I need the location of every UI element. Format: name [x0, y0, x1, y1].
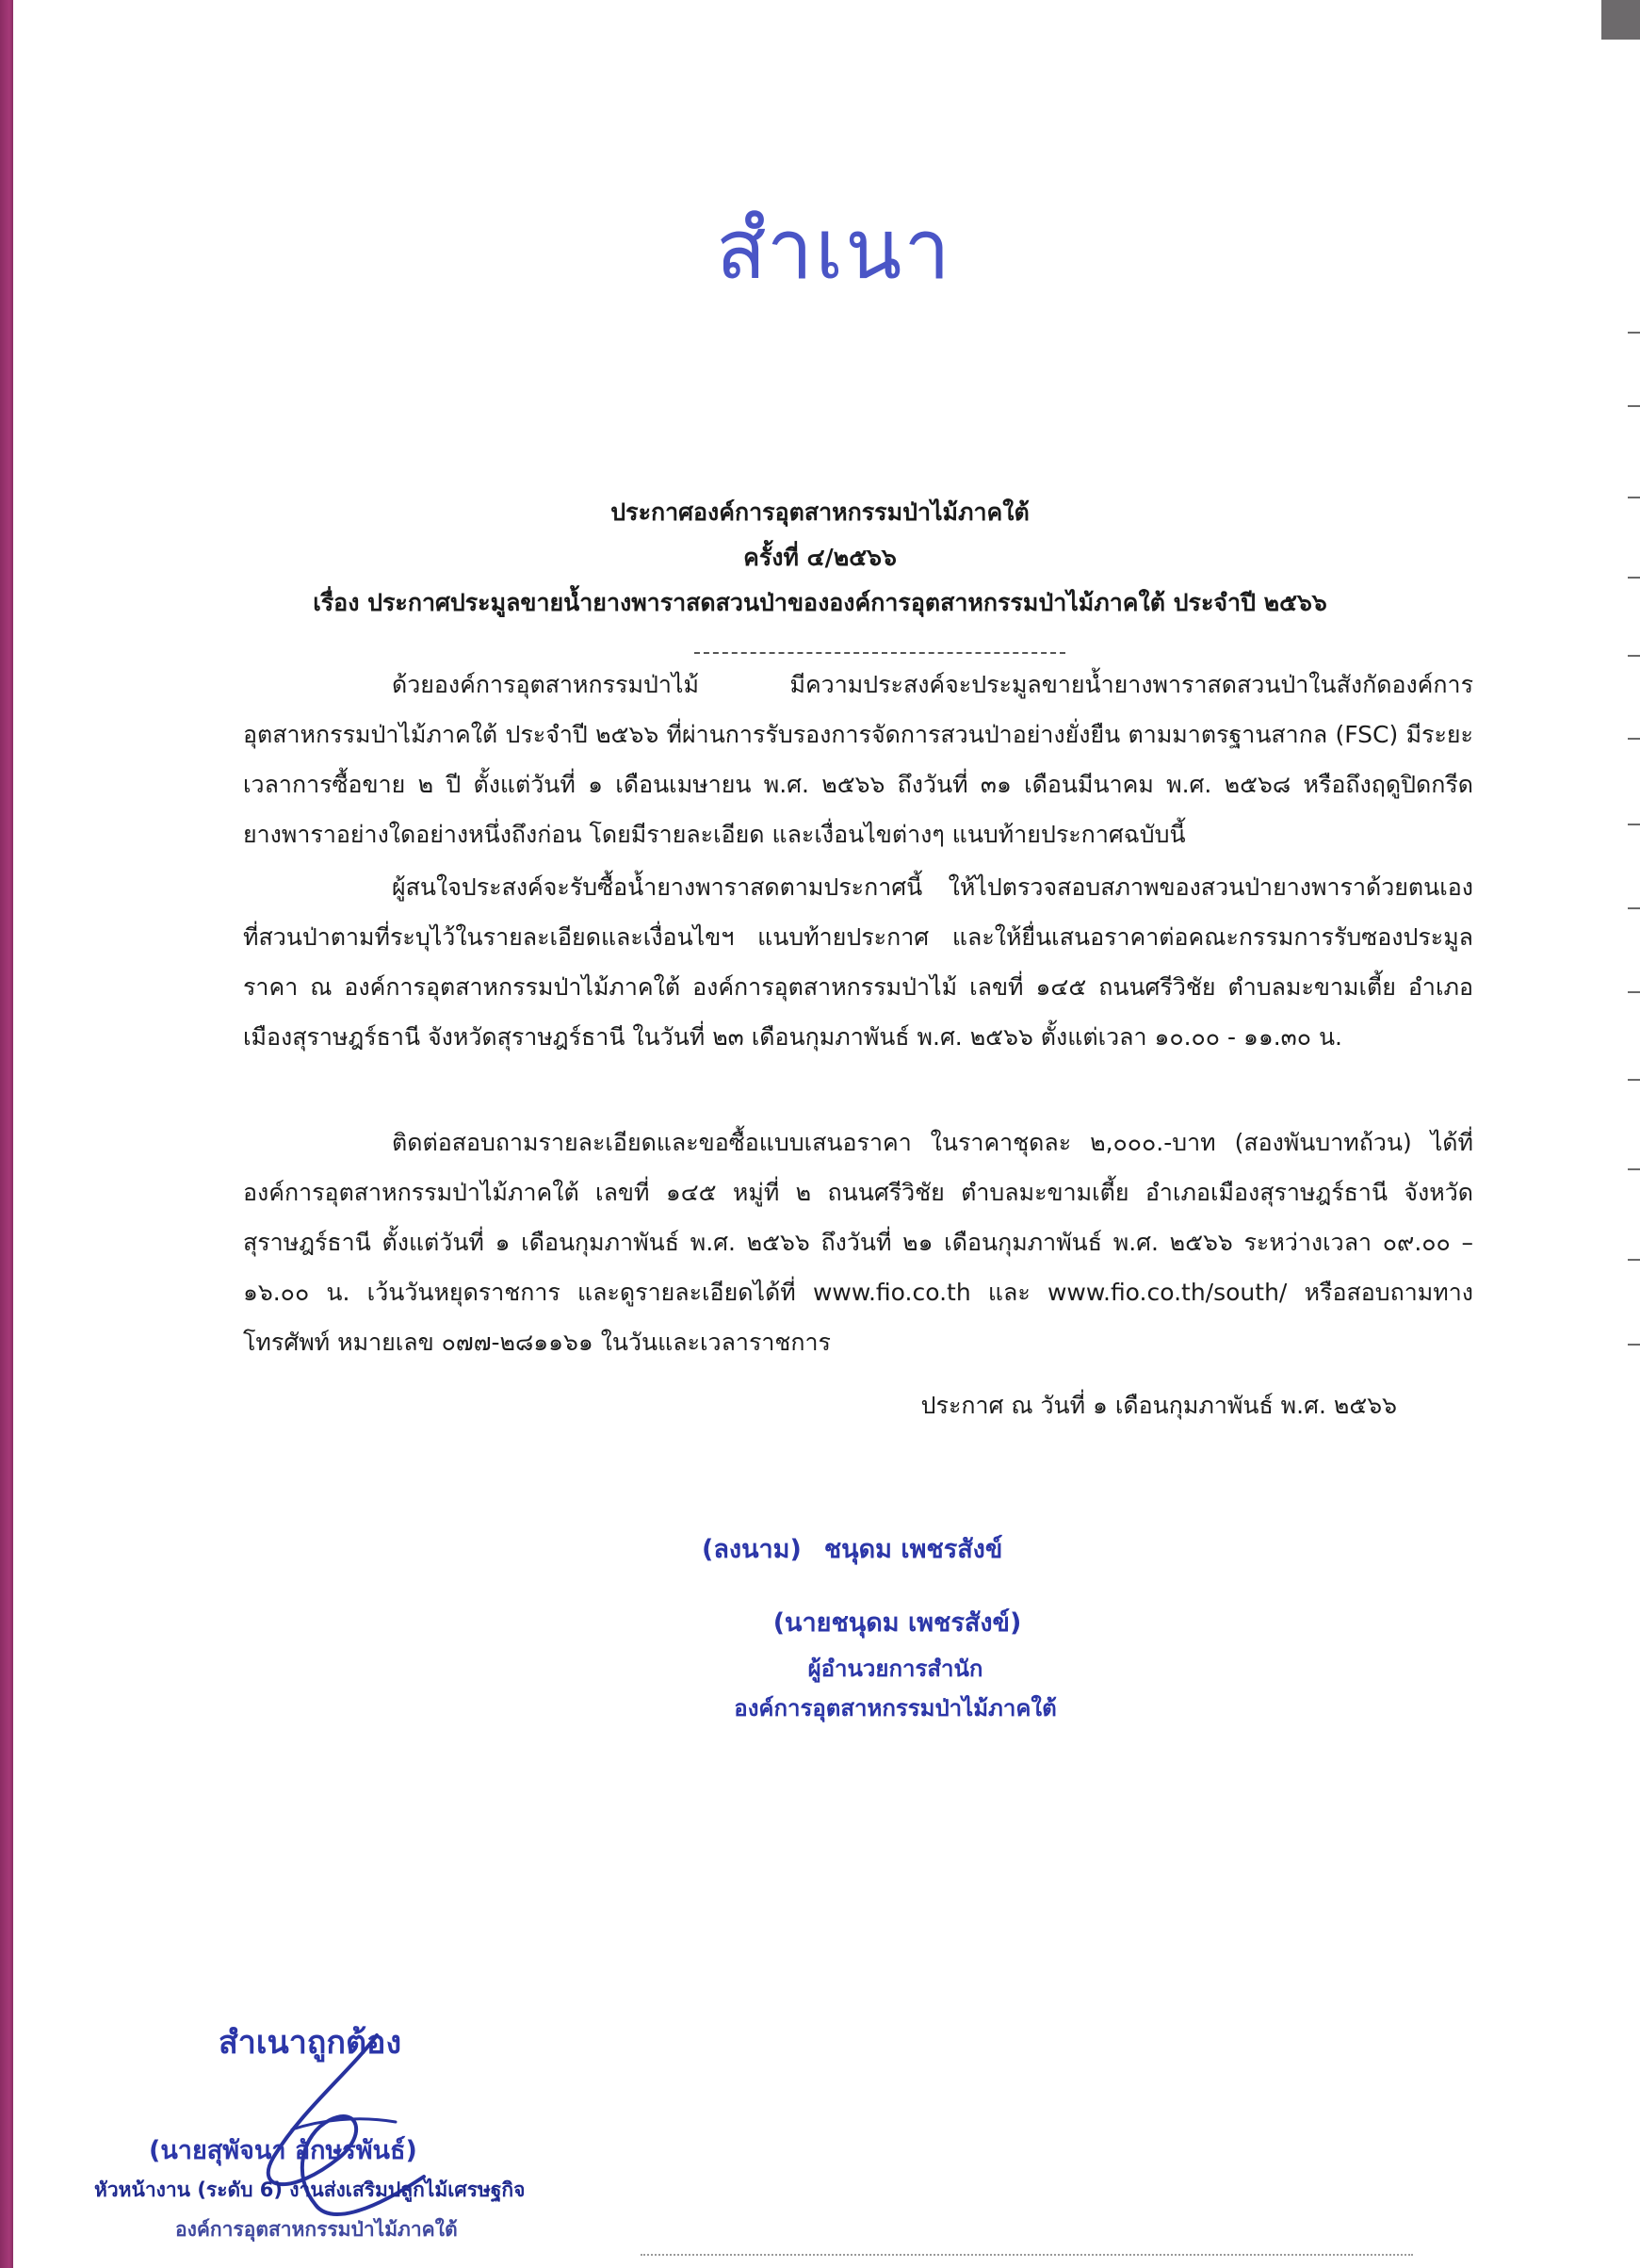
margin-tick — [1628, 655, 1640, 657]
margin-tick — [1628, 991, 1640, 993]
paragraph-bidding: ผู้สนใจประสงค์จะรับซื้อน้ำยางพาราสดตามประกาศนี้ ให้ไปตรวจสอบสภาพของสวนป่ายางพาราด้วยตนเอง ที่สวนป่าตามที่ระบุไว้ในรายละเอียดและเงื่อนไขฯ แนบท้ายประกาศ และให้ยื่นเสนอราคาต่อคณะกรรมการรับซองประมูลราคา ณ องค์การอุตสาหกรรมป่าไม้ภาคใต้ องค์การอุตสาหกรรมป่าไม้ เลขที่ ๑๔๕ ถนนศรีวิชัย ตำบลมะขามเตี้ย อำเภอเมืองสุราษฎร์ธานี จังหวัดสุราษฎร์ธานี ในวันที่ ๒๓ เดือนกุมภาพันธ์ พ.ศ. ๒๕๖๖ ตั้งแต่เวลา ๑๐.๐๐ - ๑๑.๓๐ น. — [243, 873, 1473, 1051]
margin-tick — [1628, 1079, 1640, 1081]
signed-name: ชนุดม เพชรสังข์ — [823, 1535, 1003, 1564]
signed-line — [702, 1528, 1025, 1569]
announcement-title: ประกาศองค์การอุตสาหกรรมป่าไม้ภาคใต้ — [610, 498, 1030, 526]
signed-label: (ลงนาม) — [702, 1535, 802, 1564]
certifier-position: หัวหน้างาน (ระดับ 6) งานส่งเสริมปลูกไม้เศรษฐกิจ — [94, 2178, 526, 2201]
margin-tick — [1628, 907, 1640, 909]
certifier-name: (นายสุพัจนา อักษรพันธ์) — [149, 2136, 417, 2165]
paragraph-contact: ติดต่อสอบถามรายละเอียดและขอซื้อแบบเสนอราคา ในราคาชุดละ ๒,๐๐๐.-บาท (สองพันบาทถ้วน) ได้ที่ องค์การอุตสาหกรรมป่าไม้ภาคใต้ เลขที่ ๑๔๕ หมู่ที่ ๒ ถนนศรีวิชัย ตำบลมะขามเตี้ย อำเภอเมืองสุราษฎร์ธานี จังหวัดสุราษฎร์ธานี ตั้งแต่วันที่ ๑ เดือนกุมภาพันธ์ พ.ศ. ๒๕๖๖ ถึงวันที่ ๒๑ เดือนกุมภาพันธ์ พ.ศ. ๒๕๖๖ ระหว่างเวลา ๐๙.๐๐ – ๑๖.๐๐ น. เว้นวันหยุดราชการ และดูรายละเอียดได้ที่ www.fio.co.th และ www.fio.co.th/south/ หรือสอบถามทางโทรศัพท์ หมายเลข ๐๗๗-๒๘๑๑๖๑ ในวันและเวลาราชการ — [243, 1129, 1473, 1356]
announcement-number: ครั้งที่ ๔/๒๕๖๖ — [743, 544, 897, 571]
certified-copy-stamp: สำเนาถูกต้อง — [219, 2024, 402, 2062]
signatory-organization: องค์การอุตสาหกรรมป่าไม้ภาคใต้ — [734, 1695, 1057, 1721]
margin-tick — [1628, 1344, 1640, 1346]
margin-tick — [1628, 824, 1640, 825]
signature-stroke — [292, 2119, 396, 2129]
title-divider — [694, 652, 1065, 654]
margin-tick — [1628, 1168, 1640, 1170]
certifier-organization: องค์การอุตสาหกรรมป่าไม้ภาคใต้ — [175, 2218, 458, 2241]
signatory-name: (นายชนุดม เพชรสังข์) — [772, 1608, 1022, 1638]
margin-tick — [1628, 1259, 1640, 1261]
announcement-date: ประกาศ ณ วันที่ ๑ เดือนกุมภาพันธ์ พ.ศ. ๒๕๖๖ — [920, 1392, 1397, 1419]
copy-stamp: สำเนา — [716, 201, 952, 298]
margin-tick — [1628, 405, 1640, 407]
margin-tick — [1628, 577, 1640, 579]
announcement-subject: เรื่อง ประกาศประมูลขายน้ำยางพาราสดสวนป่าขององค์การอุตสาหกรรมป่าไม้ภาคใต้ ประจำปี ๒๕๖๖ — [313, 589, 1327, 616]
bottom-dotted-line — [641, 2254, 1413, 2260]
margin-ticks — [1622, 0, 1640, 2268]
margin-tick — [1628, 332, 1640, 334]
margin-tick — [1628, 738, 1640, 740]
signatory-position: ผู้อำนวยการสำนัก — [807, 1656, 983, 1682]
paragraph-intro: ด้วยองค์การอุตสาหกรรมป่าไม้ มีความประสงค์จะประมูลขายน้ำยางพาราสดสวนป่าในสังกัดองค์การอุตสาหกรรมป่าไม้ภาคใต้ ประจำปี ๒๕๖๖ ที่ผ่านการรับรองการจัดการสวนป่าอย่างยั่งยืน ตามมาตรฐานสากล (FSC) มีระยะเวลาการซื้อขาย ๒ ปี ตั้งแต่วันที่ ๑ เดือนเมษายน พ.ศ. ๒๕๖๖ ถึงวันที่ ๓๑ เดือนมีนาคม พ.ศ. ๒๕๖๘ หรือถึงฤดูปิดกรีดยางพาราอย่างใดอย่างหนึ่งถึงก่อน โดยมีรายละเอียด และเงื่อนไขต่างๆ แนบท้ายประกาศฉบับนี้ — [243, 671, 1474, 848]
